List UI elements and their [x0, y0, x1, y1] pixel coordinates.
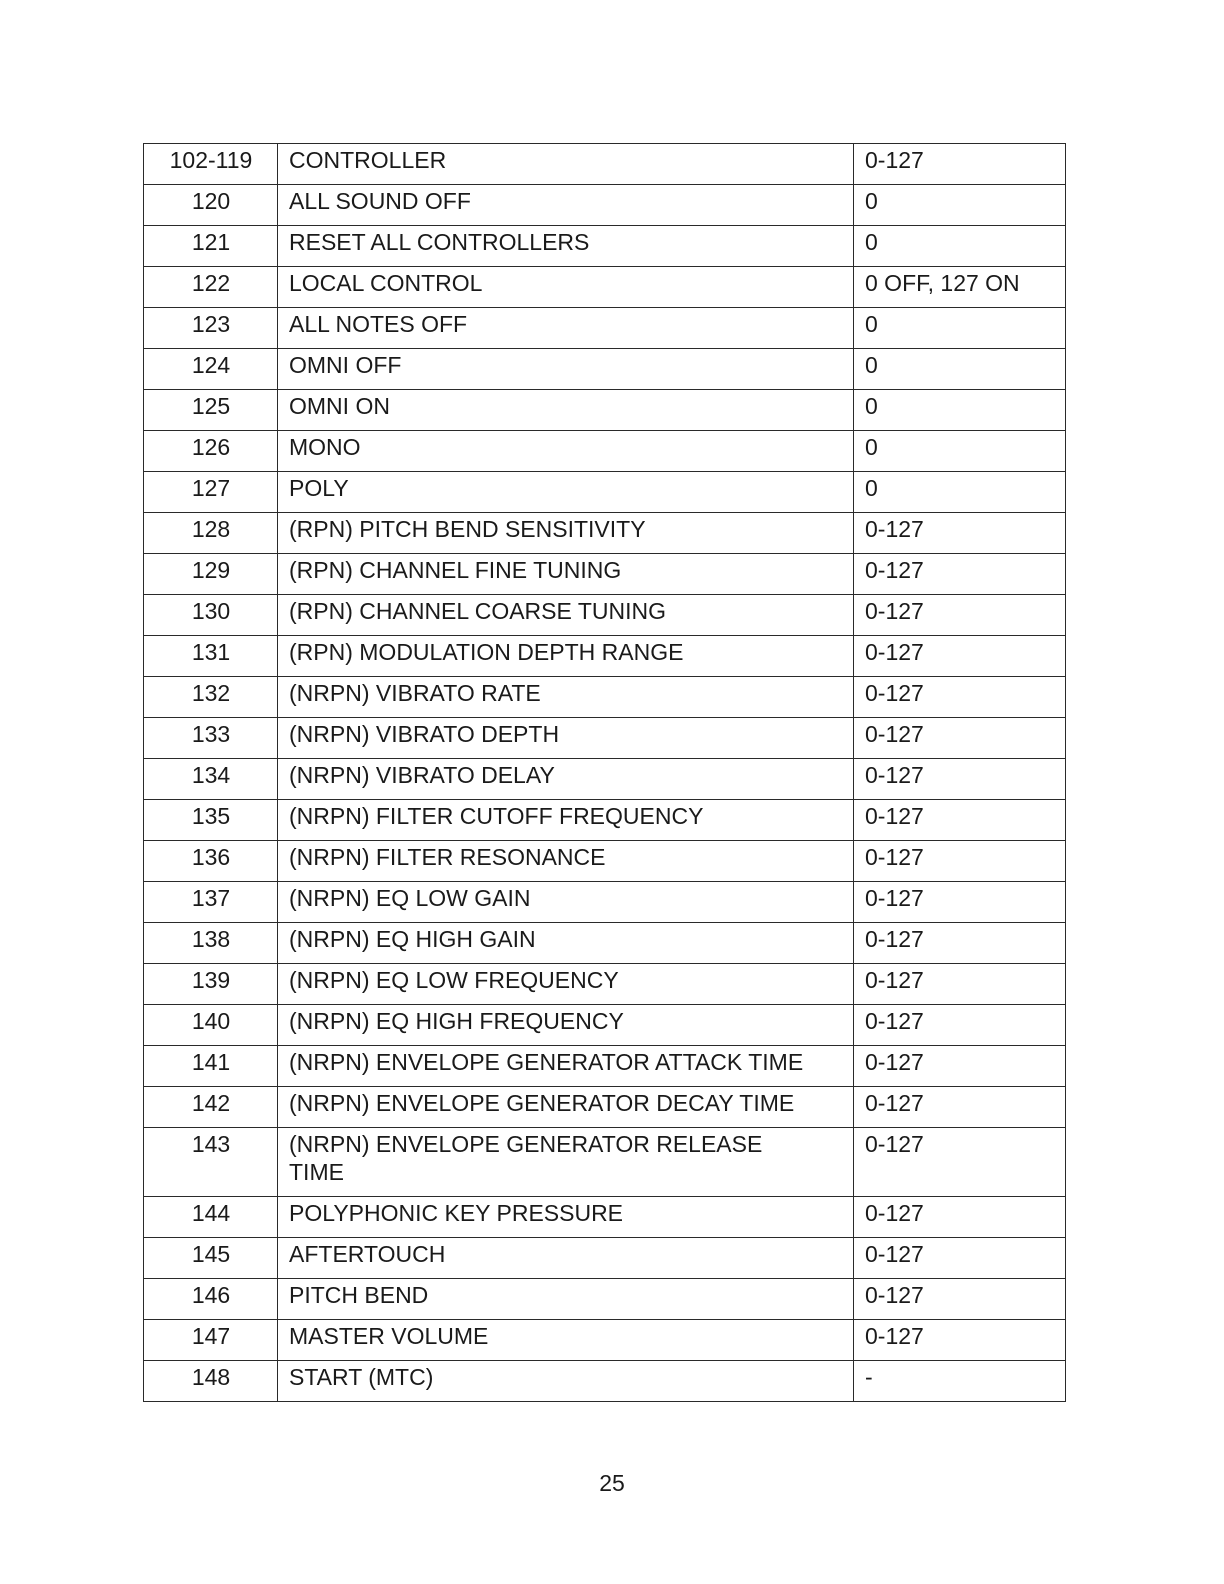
- value-range-cell: 0-127: [854, 636, 1066, 677]
- controller-number-cell: 137: [144, 882, 278, 923]
- function-name-cell: LOCAL CONTROL: [278, 267, 854, 308]
- value-range-cell: 0-127: [854, 800, 1066, 841]
- function-name-cell: (RPN) PITCH BEND SENSITIVITY: [278, 513, 854, 554]
- value-range-cell: -: [854, 1361, 1066, 1402]
- function-name-cell: (NRPN) VIBRATO DEPTH: [278, 718, 854, 759]
- table-row: [144, 718, 1066, 759]
- function-name-cell: OMNI ON: [278, 390, 854, 431]
- function-name-cell: OMNI OFF: [278, 349, 854, 390]
- value-range-cell: 0-127: [854, 554, 1066, 595]
- controller-number-cell: 140: [144, 1005, 278, 1046]
- controller-number-cell: 128: [144, 513, 278, 554]
- function-name-cell: (NRPN) VIBRATO RATE: [278, 677, 854, 718]
- value-range-cell: 0: [854, 349, 1066, 390]
- controller-number-cell: 127: [144, 472, 278, 513]
- controller-number-cell: 129: [144, 554, 278, 595]
- page-number: 25: [599, 1470, 625, 1496]
- value-range-cell: 0-127: [854, 923, 1066, 964]
- table-row: [144, 1320, 1066, 1361]
- function-name-cell: (RPN) CHANNEL FINE TUNING: [278, 554, 854, 595]
- value-range-cell: 0: [854, 185, 1066, 226]
- controller-number-cell: 122: [144, 267, 278, 308]
- value-range-cell: 0-127: [854, 718, 1066, 759]
- value-range-cell: 0-127: [854, 841, 1066, 882]
- controller-number-cell: 141: [144, 1046, 278, 1087]
- table-row: [144, 1361, 1066, 1402]
- table-row: [144, 964, 1066, 1005]
- function-name-cell: (NRPN) EQ HIGH GAIN: [278, 923, 854, 964]
- value-range-cell: 0-127: [854, 1128, 1066, 1197]
- value-range-cell: 0-127: [854, 1320, 1066, 1361]
- controller-number-cell: 145: [144, 1238, 278, 1279]
- value-range-cell: 0-127: [854, 595, 1066, 636]
- table-row: [144, 1128, 1066, 1197]
- table-row: [144, 1046, 1066, 1087]
- controller-number-cell: 102-119: [144, 144, 278, 185]
- table-row: [144, 800, 1066, 841]
- function-name-cell: PITCH BEND: [278, 1279, 854, 1320]
- value-range-cell: 0-127: [854, 513, 1066, 554]
- value-range-cell: 0: [854, 226, 1066, 267]
- table-row: [144, 882, 1066, 923]
- table-row: [144, 636, 1066, 677]
- controller-number-cell: 136: [144, 841, 278, 882]
- controller-number-cell: 124: [144, 349, 278, 390]
- function-name-cell: POLY: [278, 472, 854, 513]
- value-range-cell: 0-127: [854, 882, 1066, 923]
- function-name-cell: AFTERTOUCH: [278, 1238, 854, 1279]
- controller-number-cell: 146: [144, 1279, 278, 1320]
- table-row: [144, 554, 1066, 595]
- function-name-cell: (NRPN) FILTER RESONANCE: [278, 841, 854, 882]
- table-row: [144, 308, 1066, 349]
- function-name-cell: POLYPHONIC KEY PRESSURE: [278, 1197, 854, 1238]
- controller-number-cell: 134: [144, 759, 278, 800]
- function-name-cell: CONTROLLER: [278, 144, 854, 185]
- controller-number-cell: 120: [144, 185, 278, 226]
- value-range-cell: 0-127: [854, 1238, 1066, 1279]
- value-range-cell: 0 OFF, 127 ON: [854, 267, 1066, 308]
- value-range-cell: 0-127: [854, 144, 1066, 185]
- table-row: [144, 185, 1066, 226]
- table-row: [144, 472, 1066, 513]
- table-row: [144, 144, 1066, 185]
- table-row: [144, 1197, 1066, 1238]
- controller-number-cell: 133: [144, 718, 278, 759]
- function-name-cell: ALL NOTES OFF: [278, 308, 854, 349]
- function-name-cell: (NRPN) VIBRATO DELAY: [278, 759, 854, 800]
- function-name-cell: (NRPN) EQ HIGH FREQUENCY: [278, 1005, 854, 1046]
- table-row: [144, 1238, 1066, 1279]
- value-range-cell: 0: [854, 390, 1066, 431]
- table-row: [144, 226, 1066, 267]
- value-range-cell: 0-127: [854, 677, 1066, 718]
- function-name-cell: (RPN) MODULATION DEPTH RANGE: [278, 636, 854, 677]
- value-range-cell: 0-127: [854, 1197, 1066, 1238]
- function-name-cell: ALL SOUND OFF: [278, 185, 854, 226]
- midi-implementation-table: [143, 143, 1066, 1402]
- controller-number-cell: 121: [144, 226, 278, 267]
- controller-number-cell: 142: [144, 1087, 278, 1128]
- value-range-cell: 0-127: [854, 1046, 1066, 1087]
- value-range-cell: 0-127: [854, 759, 1066, 800]
- controller-number-cell: 131: [144, 636, 278, 677]
- table-row: [144, 431, 1066, 472]
- function-name-cell: MONO: [278, 431, 854, 472]
- controller-number-cell: 148: [144, 1361, 278, 1402]
- controller-number-cell: 139: [144, 964, 278, 1005]
- value-range-cell: 0-127: [854, 1087, 1066, 1128]
- table-row: [144, 1087, 1066, 1128]
- function-name-cell: (NRPN) ENVELOPE GENERATOR DECAY TIME: [278, 1087, 854, 1128]
- value-range-cell: 0-127: [854, 964, 1066, 1005]
- controller-number-cell: 130: [144, 595, 278, 636]
- controller-number-cell: 147: [144, 1320, 278, 1361]
- function-name-cell: (NRPN) ENVELOPE GENERATOR RELEASE TIME: [278, 1128, 854, 1197]
- table-row: [144, 923, 1066, 964]
- table-body: [144, 144, 1066, 1402]
- table-row: [144, 841, 1066, 882]
- function-name-cell: (NRPN) EQ LOW FREQUENCY: [278, 964, 854, 1005]
- table-row: [144, 349, 1066, 390]
- table-row: [144, 1279, 1066, 1320]
- controller-number-cell: 123: [144, 308, 278, 349]
- controller-number-cell: 132: [144, 677, 278, 718]
- table-row: [144, 595, 1066, 636]
- function-name-cell: START (MTC): [278, 1361, 854, 1402]
- value-range-cell: 0: [854, 431, 1066, 472]
- value-range-cell: 0: [854, 308, 1066, 349]
- function-name-cell: RESET ALL CONTROLLERS: [278, 226, 854, 267]
- table-row: [144, 513, 1066, 554]
- function-name-cell: (RPN) CHANNEL COARSE TUNING: [278, 595, 854, 636]
- table-row: [144, 267, 1066, 308]
- controller-number-cell: 126: [144, 431, 278, 472]
- controller-number-cell: 143: [144, 1128, 278, 1197]
- table-row: [144, 390, 1066, 431]
- function-name-cell: (NRPN) ENVELOPE GENERATOR ATTACK TIME: [278, 1046, 854, 1087]
- controller-number-cell: 138: [144, 923, 278, 964]
- table-row: [144, 677, 1066, 718]
- table-row: [144, 1005, 1066, 1046]
- value-range-cell: 0-127: [854, 1279, 1066, 1320]
- value-range-cell: 0-127: [854, 1005, 1066, 1046]
- controller-number-cell: 135: [144, 800, 278, 841]
- table-row: [144, 759, 1066, 800]
- controller-number-cell: 144: [144, 1197, 278, 1238]
- function-name-cell: (NRPN) EQ LOW GAIN: [278, 882, 854, 923]
- function-name-cell: MASTER VOLUME: [278, 1320, 854, 1361]
- function-name-cell: (NRPN) FILTER CUTOFF FREQUENCY: [278, 800, 854, 841]
- controller-number-cell: 125: [144, 390, 278, 431]
- value-range-cell: 0: [854, 472, 1066, 513]
